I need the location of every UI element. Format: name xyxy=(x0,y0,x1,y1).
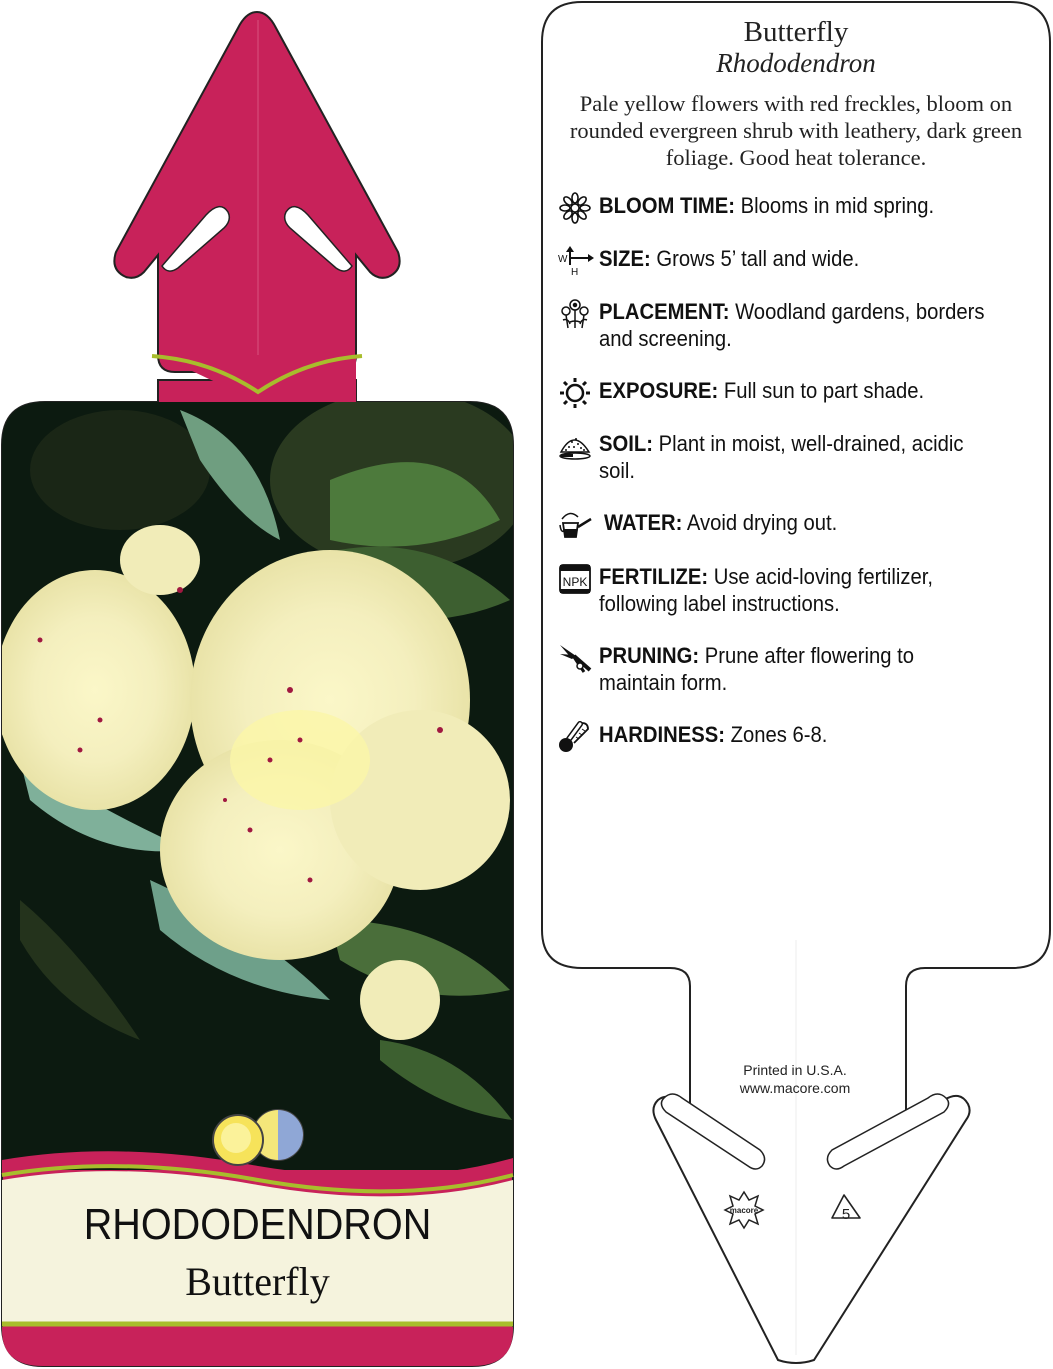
website: www.macore.com xyxy=(739,1080,851,1096)
watering-can-icon xyxy=(558,509,594,541)
macore-logo-text: macore xyxy=(729,1206,759,1215)
attr-text-cont: soil. xyxy=(599,458,635,483)
fertilizer-icon-npk-text: NPK xyxy=(562,575,588,589)
attr-label: WATER: xyxy=(604,510,683,535)
attr-size xyxy=(558,245,1038,277)
attr-bloom-time xyxy=(558,192,1038,219)
attr-text: Grows 5’ tall and wide. xyxy=(656,246,860,271)
recycle-number: 5 xyxy=(841,1206,851,1223)
attr-pruning xyxy=(558,642,1038,696)
attr-text: Zones 6-8. xyxy=(730,722,828,747)
attr-text: Prune after flowering to xyxy=(704,643,914,668)
attr-hardiness xyxy=(558,721,1038,748)
placement-plants-icon xyxy=(558,298,594,330)
attr-label: SOIL: xyxy=(599,431,653,456)
attr-label: HARDINESS: xyxy=(599,722,725,747)
attr-text: Woodland gardens, borders xyxy=(735,299,985,324)
attr-text: Avoid drying out. xyxy=(686,510,838,535)
printed-in: Printed in U.S.A. xyxy=(743,1062,847,1078)
attr-label: FERTILIZE: xyxy=(599,564,709,589)
plant-description: Pale yellow flowers with red freckles, bloom on rounded evergreen shrub with leathery, dark green foliage. Good heat tolerance. xyxy=(569,91,1023,170)
attr-soil xyxy=(558,430,1038,484)
attr-water xyxy=(558,509,1038,536)
attr-text-cont: following label instructions. xyxy=(599,591,840,616)
attr-exposure xyxy=(558,377,1038,404)
back-subtitle: Rhododendron xyxy=(716,48,876,78)
sun-icon xyxy=(558,377,594,409)
attr-text-cont: and screening. xyxy=(599,326,732,351)
attr-label: BLOOM TIME: xyxy=(599,193,736,218)
size-icon-width-letter: W xyxy=(558,254,568,265)
size-icon-height-letter: H xyxy=(571,267,579,277)
back-title: Butterfly xyxy=(743,16,849,48)
size-arrows-icon xyxy=(558,245,594,277)
fertilizer-bag-icon xyxy=(558,563,594,595)
attr-text: Plant in moist, well-drained, acidic xyxy=(658,431,964,456)
attr-placement xyxy=(558,298,1038,352)
attr-text: Use acid-loving fertilizer, xyxy=(713,564,934,589)
front-common-name: RHODODENDRON xyxy=(83,1200,432,1249)
attr-fertilize xyxy=(558,563,1038,617)
attr-text-cont: maintain form. xyxy=(599,670,728,695)
flower-icon xyxy=(558,192,594,224)
attr-label: PLACEMENT: xyxy=(599,299,730,324)
pruning-shears-icon xyxy=(558,642,594,674)
attr-label: SIZE: xyxy=(599,246,651,271)
soil-pile-icon xyxy=(558,430,594,462)
attr-text: Full sun to part shade. xyxy=(723,378,925,403)
attr-label: EXPOSURE: xyxy=(599,378,719,403)
thermometer-icon xyxy=(558,721,594,753)
attr-text: Blooms in mid spring. xyxy=(740,193,935,218)
attr-label: PRUNING: xyxy=(599,643,700,668)
front-cultivar-name: Butterfly xyxy=(185,1259,330,1304)
